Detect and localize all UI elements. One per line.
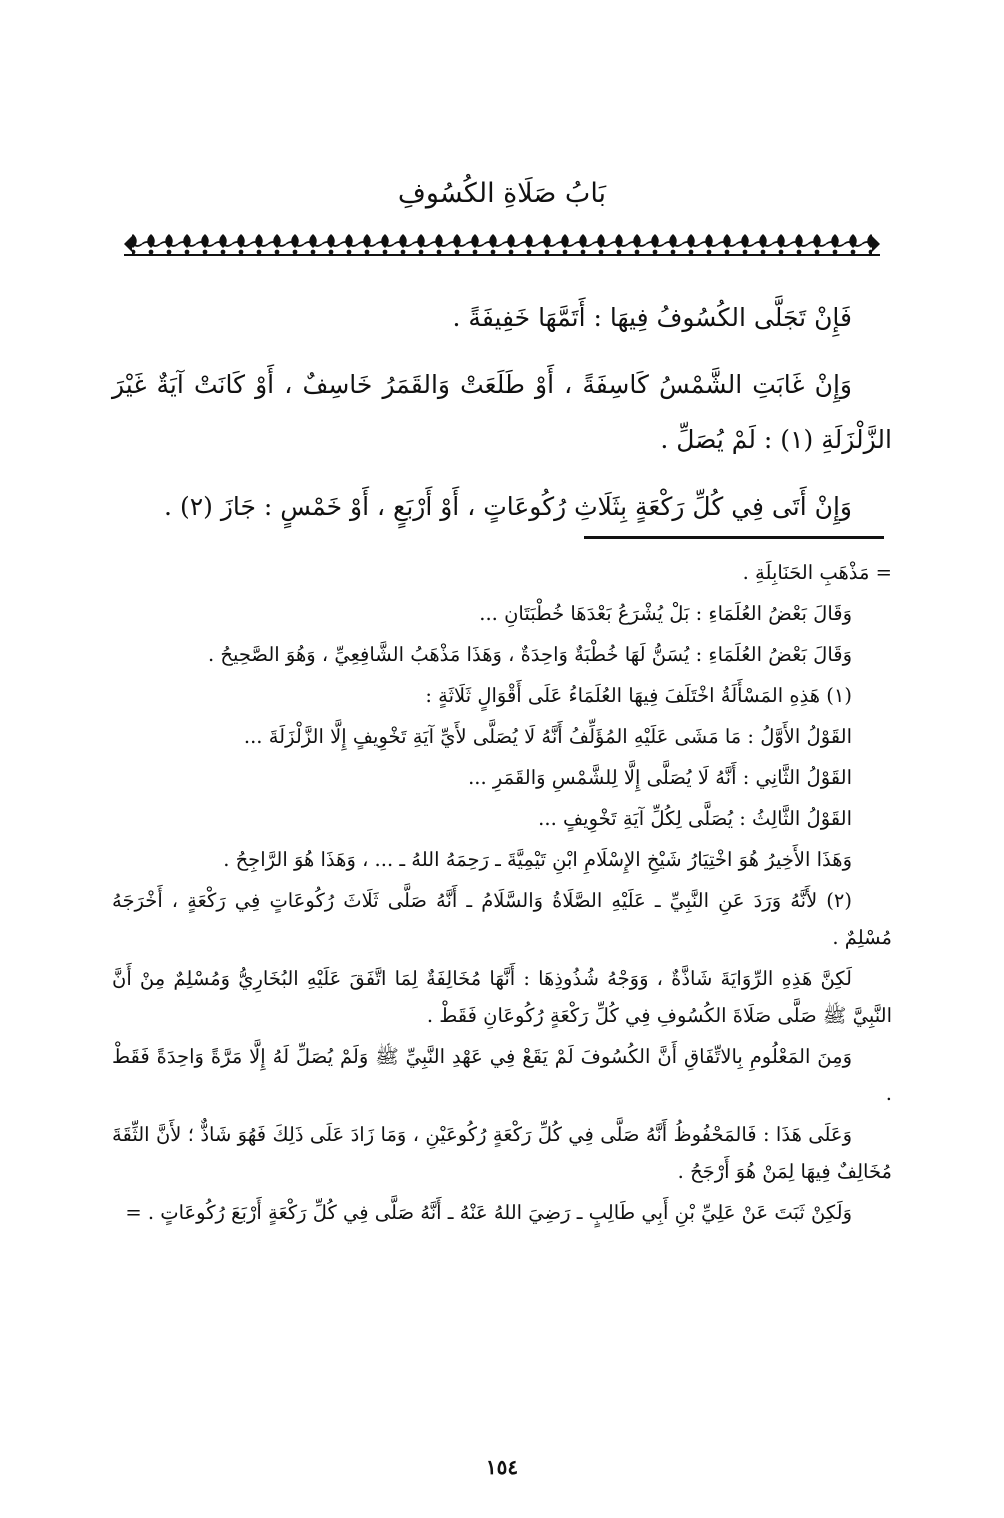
footnote-line: القَوْلُ الثَّالِثُ : يُصَلَّى لِكُلِّ آيَةِ تَخْوِيفٍ ... bbox=[538, 807, 852, 830]
footnote-line: (٢) لأَنَّهُ وَرَدَ عَنِ النَّبِيِّ ـ عَلَيْهِ الصَّلَاةُ وَالسَّلَامُ ـ أَنَّهُ صَلَّى ثَلَاثَ رُكُوعَاتٍ فِي رَكْعَةٍ ، أَخْرَجَهُ مُسْلِمٌ . bbox=[112, 889, 892, 949]
footnote-separator bbox=[584, 536, 884, 539]
footnote-line: وَلَكِنْ ثَبَتَ عَنْ عَلِيِّ بْنِ أَبِي طَالِبٍ ـ رَضِيَ اللهُ عَنْهُ ـ أَنَّهُ صَلَّى فِي كُلِّ رَكْعَةٍ أَرْبَعَ رُكُوعَاتٍ . = bbox=[125, 1201, 852, 1224]
footnote-line: القَوْلُ الأَوَّلُ : مَا مَشَى عَلَيْهِ المُؤَلِّفُ أَنَّهُ لَا يُصَلَّى لأَيِّ آيَةِ تَخْوِيفٍ إِلَّا الزَّلْزَلَةَ ... bbox=[243, 725, 852, 748]
footnote-line: وَقَالَ بَعْضُ العُلَمَاءِ : بَلْ يُشْرَعُ بَعْدَهَا خُطْبَتَانِ ... bbox=[479, 602, 852, 625]
footnote-line: وَعَلَى هَذَا : فَالمَحْفُوظُ أَنَّهُ صَلَّى فِي كُلِّ رَكْعَةٍ رُكُوعَيْنِ ، وَمَا زَادَ عَلَى ذَلِكَ فَهُوَ شَاذٌّ ؛ لأَنَّ الثِّقَةَ مُخَالِفٌ فِيهَا لِمَنْ هُوَ أَرْجَحُ . bbox=[112, 1123, 892, 1183]
footnote-line: = مَذْهَبِ الحَنَابِلَةِ . bbox=[742, 561, 892, 584]
page-number: ١٥٤ bbox=[485, 1455, 519, 1479]
main-text bbox=[112, 290, 892, 546]
footnote-line: وَقَالَ بَعْضُ العُلَمَاءِ : يُسَنُّ لَهَا خُطْبَةٌ وَاحِدَةٌ ، وَهَذَا مَذْهَبُ الشَّافِعِيِّ ، وَهُوَ الصَّحِيحُ . bbox=[207, 643, 852, 666]
footnote-line: (١) هَذِهِ المَسْأَلَةُ اخْتَلَفَ فِيهَا العُلَمَاءُ عَلَى أَقْوَالٍ ثَلَاثَةٍ : bbox=[425, 684, 852, 707]
footnote-line: وَمِنَ المَعْلُومِ بِالاتِّفَاقِ أَنَّ الكُسُوفَ لَمْ يَقَعْ فِي عَهْدِ النَّبِيِّ ﷺ وَلَمْ يُصَلِّ لَهُ إِلَّا مَرَّةً وَاحِدَةً فَقَطْ . bbox=[112, 1045, 892, 1105]
main-paragraph: وَإِنْ أَتَى فِي كُلِّ رَكْعَةٍ بِثَلَاثِ رُكُوعَاتٍ ، أَوْ أَرْبَعٍ ، أَوْ خَمْسٍ : جَازَ (٢) . bbox=[164, 492, 852, 521]
footnotes bbox=[112, 554, 892, 1235]
main-paragraph: فَإِنْ تَجَلَّى الكُسُوفُ فِيهَا : أَتَمَّهَا خَفِيفَةً . bbox=[452, 303, 852, 332]
footnote-line: وَهَذَا الأَخِيرُ هُوَ اخْتِيَارُ شَيْخِ الإِسْلَامِ ابْنِ تَيْمِيَّةَ ـ رَحِمَهُ اللهُ ـ ... ، وَهَذَا هُوَ الرَّاجِحُ . bbox=[223, 848, 852, 871]
decorative-border-icon bbox=[124, 232, 880, 256]
main-paragraph: وَإِنْ غَابَتِ الشَّمْسُ كَاسِفَةً ، أَوْ طَلَعَتْ وَالقَمَرُ خَاسِفٌ ، أَوْ كَانَتْ آيَةٌ غَيْرَ الزَّلْزَلَةِ (١) : لَمْ يُصَلِّ . bbox=[112, 370, 892, 454]
running-title: بَابُ صَلَاةِ الكُسُوفِ bbox=[397, 178, 607, 209]
footnote-line: القَوْلُ الثَّانِي : أَنَّهُ لَا يُصَلَّى إِلَّا لِلشَّمْسِ وَالقَمَرِ ... bbox=[468, 766, 852, 789]
footnote-line: لَكِنَّ هَذِهِ الرِّوَايَةَ شَاذَّةٌ ، وَوَجْهُ شُذُوذِهَا : أَنَّهَا مُخَالِفَةٌ لِمَا اتَّفَقَ عَلَيْهِ البُخَارِيُّ وَمُسْلِمٌ مِنْ أَنَّ النَّبِيَّ ﷺ صَلَّى صَلَاةَ الكُسُوفِ فِي كُلِّ رَكْعَةٍ رُكُوعَانِ فَقَطْ . bbox=[112, 967, 892, 1027]
